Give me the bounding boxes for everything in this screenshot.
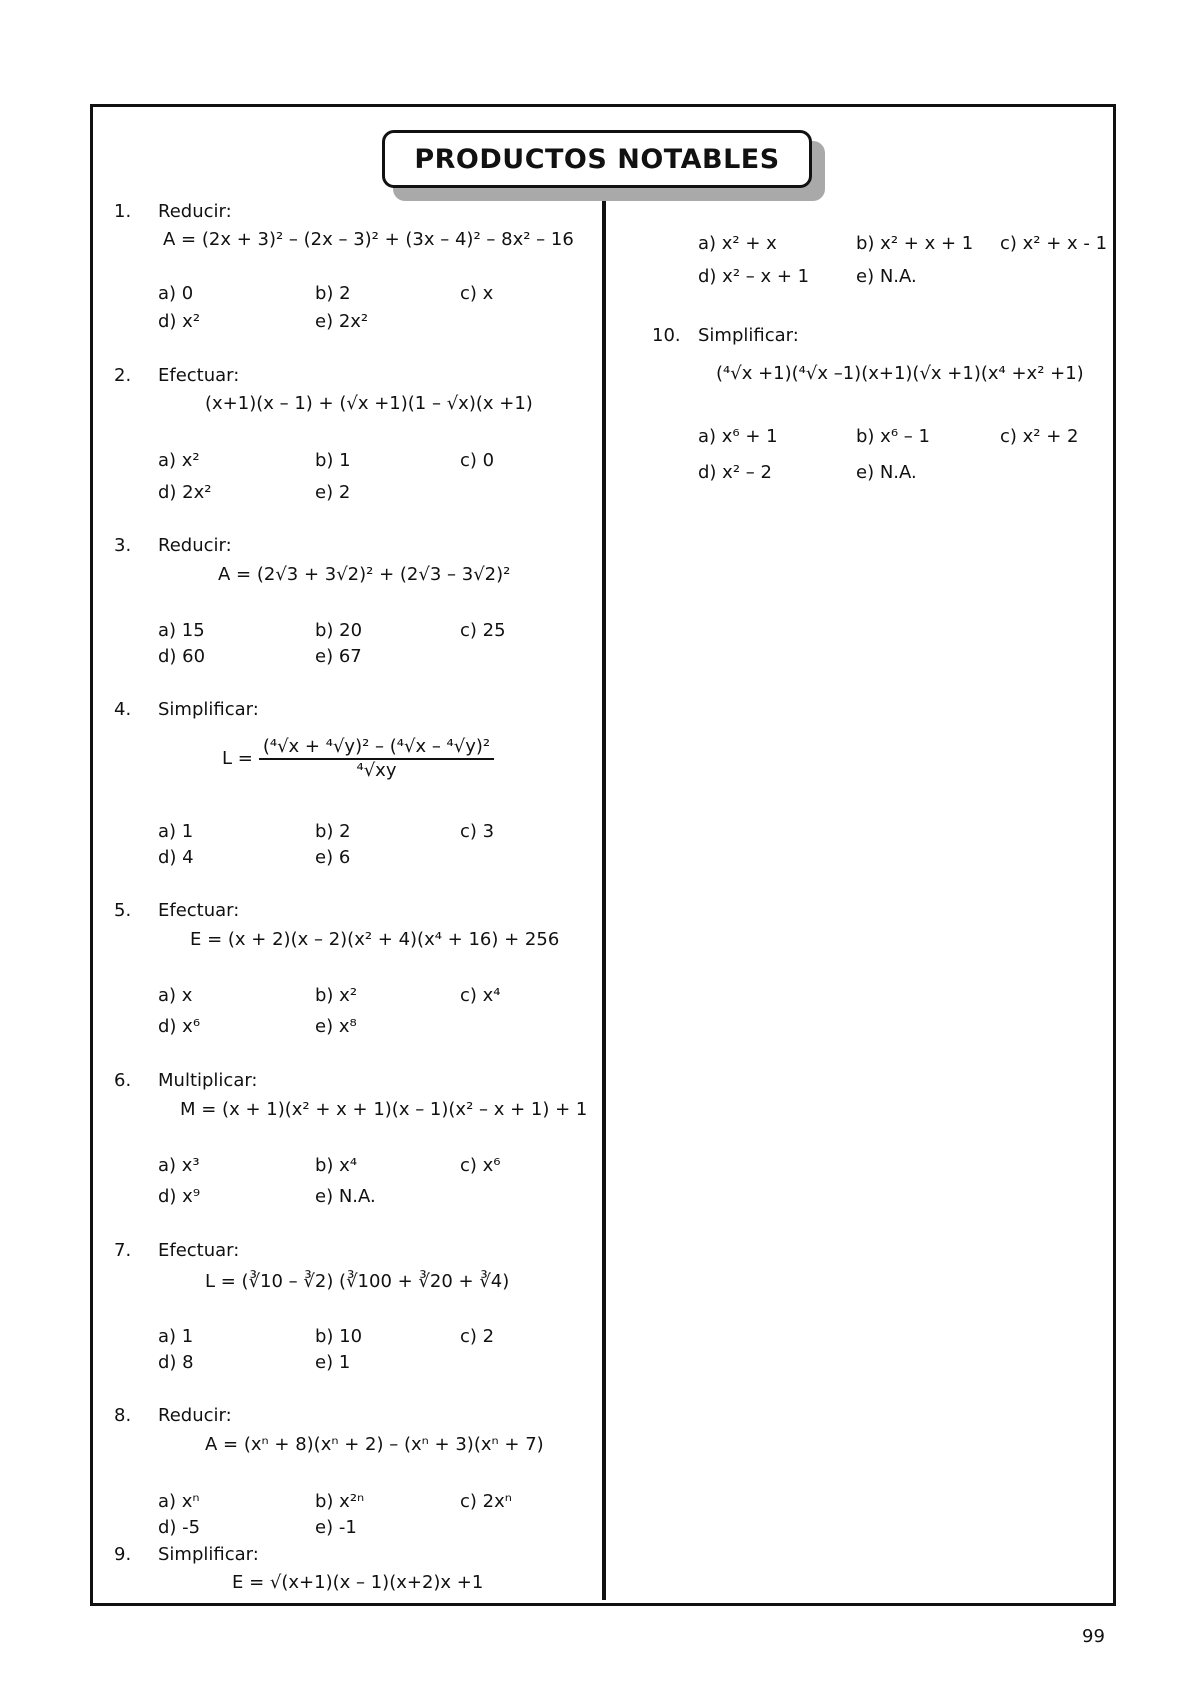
problem-4-option-c: c) 3: [460, 821, 495, 842]
problem-1-option-a: a) 0: [158, 283, 194, 304]
problem-3-option-a: a) 15: [158, 620, 205, 641]
problem-2-expression: (x+1)(x – 1) + (√x +1)(1 – √x)(x +1): [205, 393, 533, 414]
problem-5-prompt: Efectuar:: [158, 900, 240, 921]
problem-9-option-d: d) x² – x + 1: [698, 266, 810, 287]
problem-6-option-b: b) x⁴: [315, 1155, 358, 1176]
problem-2-prompt: Efectuar:: [158, 365, 240, 386]
problem-5-number: 5.: [114, 900, 132, 921]
problem-5-option-b: b) x²: [315, 985, 358, 1006]
problem-8-option-b: b) x²ⁿ: [315, 1491, 365, 1512]
problem-8-prompt: Reducir:: [158, 1405, 232, 1426]
problem-4-option-e: e) 6: [315, 847, 351, 868]
problem-10-option-c: c) x² + 2: [1000, 426, 1079, 447]
problem-10-option-d: d) x² – 2: [698, 462, 772, 483]
problem-4-prompt: Simplificar:: [158, 699, 259, 720]
problem-3-option-e: e) 67: [315, 646, 362, 667]
problem-7-prompt: Efectuar:: [158, 1240, 240, 1261]
problem-2-option-b: b) 1: [315, 450, 351, 471]
problem-3-number: 3.: [114, 535, 132, 556]
problem-6-number: 6.: [114, 1070, 132, 1091]
problem-10-option-b: b) x⁶ – 1: [856, 426, 930, 447]
problem-6-option-d: d) x⁹: [158, 1186, 201, 1207]
problem-7-expression: L = (∛10 – ∛2) (∛100 + ∛20 + ∛4): [205, 1271, 510, 1292]
problem-2-option-d: d) 2x²: [158, 482, 212, 503]
problem-3-expression: A = (2√3 + 3√2)² + (2√3 – 3√2)²: [218, 564, 511, 585]
page-number: 99: [1082, 1626, 1105, 1647]
problem-4-lhs: L =: [222, 748, 253, 769]
problem-6-option-c: c) x⁶: [460, 1155, 501, 1176]
problem-4-number: 4.: [114, 699, 132, 720]
problem-7-option-e: e) 1: [315, 1352, 351, 1373]
problem-2-option-c: c) 0: [460, 450, 495, 471]
problem-1-expression: A = (2x + 3)² – (2x – 3)² + (3x – 4)² – 8x² – 16: [163, 229, 574, 250]
problem-2-option-a: a) x²: [158, 450, 200, 471]
problem-6-expression: M = (x + 1)(x² + x + 1)(x – 1)(x² – x + 1) + 1: [180, 1099, 588, 1120]
problem-7-option-a: a) 1: [158, 1326, 194, 1347]
problem-8-expression: A = (xⁿ + 8)(xⁿ + 2) – (xⁿ + 3)(xⁿ + 7): [205, 1434, 544, 1455]
problem-3-option-c: c) 25: [460, 620, 506, 641]
problem-5-option-c: c) x⁴: [460, 985, 501, 1006]
problem-1-option-e: e) 2x²: [315, 311, 369, 332]
problem-4-expression: [222, 738, 494, 780]
problem-5-option-a: a) x: [158, 985, 193, 1006]
problem-6-option-e: e) N.A.: [315, 1186, 376, 1207]
problem-2-option-e: e) 2: [315, 482, 351, 503]
problem-1-option-d: d) x²: [158, 311, 201, 332]
problem-4-option-b: b) 2: [315, 821, 351, 842]
page-title: PRODUCTOS NOTABLES: [382, 130, 812, 188]
problem-3-option-b: b) 20: [315, 620, 363, 641]
problem-5-expression: E = (x + 2)(x – 2)(x² + 4)(x⁴ + 16) + 256: [190, 929, 560, 950]
problem-9-option-e: e) N.A.: [856, 266, 917, 287]
problem-9-option-a: a) x² + x: [698, 233, 777, 254]
problem-8-option-c: c) 2xⁿ: [460, 1491, 512, 1512]
column-divider: [602, 196, 606, 1600]
problem-10-number: 10.: [652, 325, 681, 346]
problem-7-option-b: b) 10: [315, 1326, 363, 1347]
problem-9-option-c: c) x² + x - 1: [1000, 233, 1108, 254]
problem-8-option-d: d) -5: [158, 1517, 201, 1538]
problem-10-expression: (⁴√x +1)(⁴√x –1)(x+1)(√x +1)(x⁴ +x² +1): [716, 363, 1084, 384]
problem-8-number: 8.: [114, 1405, 132, 1426]
problem-9-expression: E = √(x+1)(x – 1)(x+2)x +1: [232, 1572, 484, 1593]
problem-1-option-b: b) 2: [315, 283, 351, 304]
problem-1-number: 1.: [114, 201, 132, 222]
problem-9-number: 9.: [114, 1544, 132, 1565]
problem-2-number: 2.: [114, 365, 132, 386]
problem-4-option-a: a) 1: [158, 821, 194, 842]
problem-4-numerator: (⁴√x + ⁴√y)² – (⁴√x – ⁴√y)²: [259, 738, 494, 760]
problem-9-prompt: Simplificar:: [158, 1544, 259, 1565]
problem-5-option-d: d) x⁶: [158, 1016, 201, 1037]
problem-5-option-e: e) x⁸: [315, 1016, 357, 1037]
problem-8-option-e: e) -1: [315, 1517, 357, 1538]
problem-4-option-d: d) 4: [158, 847, 194, 868]
problem-10-option-a: a) x⁶ + 1: [698, 426, 778, 447]
problem-1-option-c: c) x: [460, 283, 494, 304]
problem-10-prompt: Simplificar:: [698, 325, 799, 346]
problem-8-option-a: a) xⁿ: [158, 1491, 200, 1512]
problem-4-denominator: ⁴√xy: [356, 760, 397, 781]
problem-7-option-c: c) 2: [460, 1326, 495, 1347]
problem-7-option-d: d) 8: [158, 1352, 194, 1373]
problem-6-option-a: a) x³: [158, 1155, 200, 1176]
problem-10-option-e: e) N.A.: [856, 462, 917, 483]
problem-1-prompt: Reducir:: [158, 201, 232, 222]
problem-3-option-d: d) 60: [158, 646, 206, 667]
problem-3-prompt: Reducir:: [158, 535, 232, 556]
problem-4-fraction: [259, 738, 494, 780]
problem-7-number: 7.: [114, 1240, 132, 1261]
problem-9-option-b: b) x² + x + 1: [856, 233, 974, 254]
problem-6-prompt: Multiplicar:: [158, 1070, 258, 1091]
